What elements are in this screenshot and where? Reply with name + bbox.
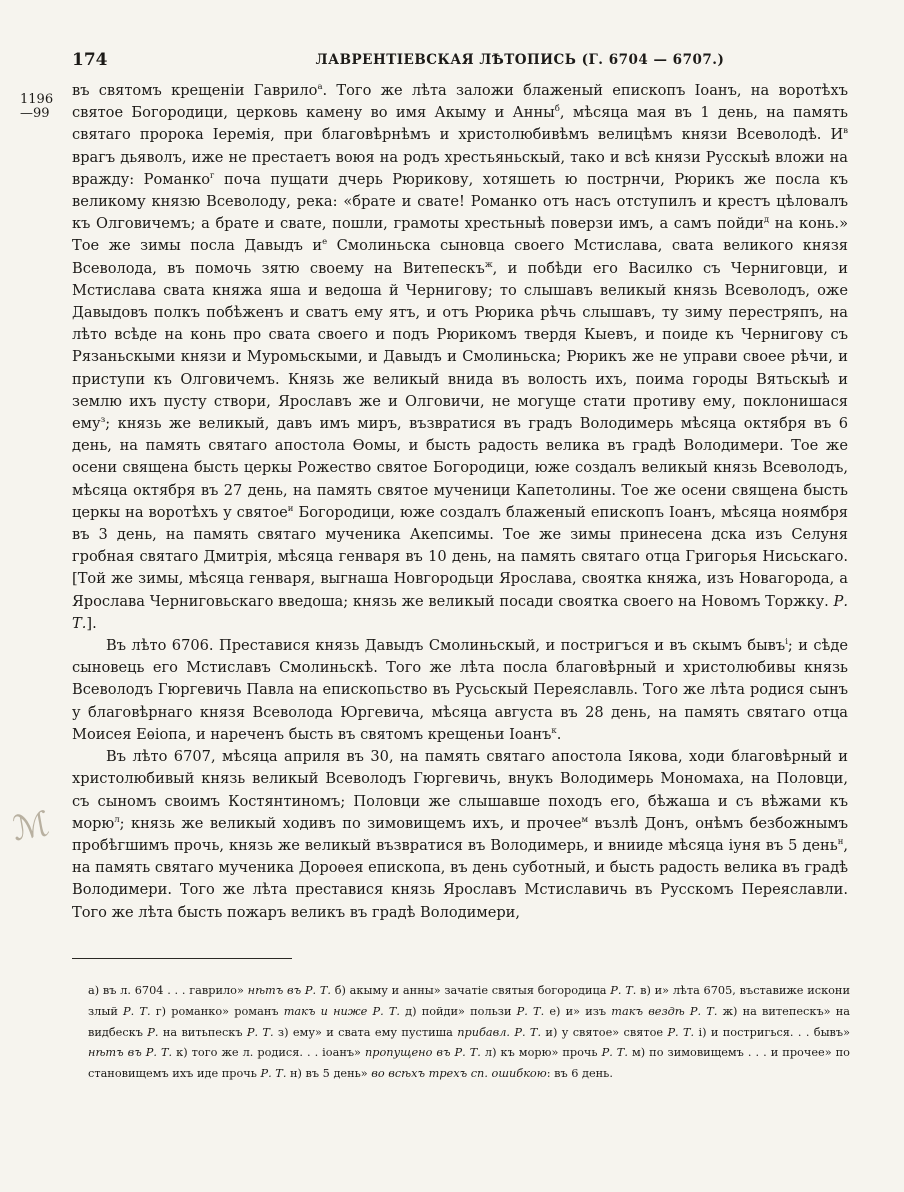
text-run: е) и» изъ	[544, 1004, 612, 1018]
editorial-note: Р. Т.	[72, 592, 848, 632]
footnote-marker: б	[554, 104, 560, 115]
editorial-note: нѣтъ въ Р. Т.	[247, 984, 331, 997]
editorial-note: такъ вездѣ Р. Т.	[611, 1004, 718, 1018]
footnote-marker: е	[322, 237, 328, 248]
text-run: и) у святое» святое	[541, 1025, 668, 1039]
footnote-marker: а	[317, 82, 323, 93]
margin-year-marker-end: —99	[20, 106, 50, 121]
editorial-note: Р. Т.	[246, 1025, 274, 1039]
chronicle-paragraph	[72, 635, 848, 746]
text-run: .	[556, 725, 562, 743]
editorial-note: Р. Т.	[123, 1004, 151, 1018]
text-run: поча пущати дчерь Рюрикову, хотяшеть ю пострнчи, Рюрикъ же посла къ великому князю Всеволоду, река: «брате и свате! Романко отъ насъ отступилъ и крестъ цѣловалъ къ Олговичемъ; а брате и свате, пошли, грамоты хрестьныѣ поверзи имъ, а самъ пойди	[72, 170, 849, 233]
text-run: въ святомъ крещеніи Гаврило	[72, 82, 318, 99]
editorial-note: Р. Т.	[667, 1025, 695, 1039]
editorial-note: Р. Т.	[516, 1004, 545, 1018]
page-number: 174	[72, 50, 108, 70]
footnote-marker: л	[114, 814, 120, 825]
chronicle-text	[72, 80, 848, 924]
text-run: ; князь же великый ходивъ по зимовищемъ ихъ, и прочее	[119, 814, 582, 832]
text-run: н) въ 5 день»	[286, 1067, 372, 1081]
footnote-marker: д	[763, 215, 770, 226]
text-run: , и побѣди его Василко съ Черниговци, и Мстислава свата княжа яша и ведоша й Чернигову; то слышавъ великый князь Всеволодъ, оже Давыдовъ полкъ побѣженъ и сватъ ему ятъ, и отъ Рюрика рѣчь слышавъ, ту зиму перестряпъ, на лѣто всѣде на конь про свата своего и подъ Рюрикомъ твердя Кыевъ, и поиде къ Чернигову съ Рязаньскыми князи и Муромьскыми, и Давыдъ и Смолиньска; Рюрикъ же не управи своее рѣчи, и приступи къ Олговичемъ. Князь же великый внида въ волость ихъ, поима городы Вятьскыѣ и землю ихъ пусту створи, Ярославъ же и Олговичи, не могуще стати противу ему, поклонишася ему	[72, 259, 848, 433]
running-title: ЛАВРЕНТІЕВСКАЯ ЛѢТОПИСЬ (Г. 6704 — 6707.)	[315, 52, 725, 68]
text-run: Смолиньска сыновца своего Мстислава, свата великого князя Всеволода, въ помочь зятю своему на Витепескъ	[72, 237, 849, 277]
text-run: г) романко» романъ	[150, 1004, 284, 1018]
text-run: л) къ морю» прочь	[480, 1046, 602, 1060]
text-run: на конь.» Тое же зимы посла Давыдъ и	[72, 215, 848, 255]
chronicle-paragraph	[72, 80, 848, 635]
footnote-marker: г	[209, 170, 215, 181]
text-run: в) и» лѣта 6705, въставиже искони злый	[88, 984, 850, 1018]
margin-year-marker: 1196	[20, 92, 54, 107]
text-run: к) того же л. родися. . . іоанъ»	[172, 1046, 365, 1060]
text-run: ].	[86, 614, 97, 632]
text-run: д) пойди» пользи	[399, 1004, 517, 1018]
editorial-note: нѣтъ въ Р. Т.	[88, 1046, 173, 1060]
editorial-note: Р. Т.	[610, 984, 637, 997]
text-run: на витьпескъ	[158, 1025, 247, 1039]
text-run: ; князь же великый, давъ имъ миръ, възвратися въ градъ Володимерь мѣсяца октября въ 6 день, на память святаго апостола Ѳомы, и бысть радость велика въ градѣ Володимери. Тое же осени священа бысть церкы Рожество святое Богородици, юже создалъ великый князь Всеволодъ, мѣсяца октября въ 27 день, на память святое мученици Капетолины. Тое же осени священа бысть церкы на воротѣхъ у святое	[72, 415, 848, 521]
text-run: , на память святаго мученика Дороѳея епископа, въ день суботный, и бысть радость велика въ градѣ Володимери. Того же лѣта преставися князь Ярославъ Мстиславичь въ Русскомъ Переяславли. Того же лѣта бысть пожаръ великъ въ градѣ Володимери,	[72, 836, 848, 921]
library-stamp-mark: ℳ	[9, 803, 53, 850]
footnote-marker: к	[551, 726, 557, 737]
editorial-note: Р. Т.	[260, 1067, 287, 1081]
footnote-marker: ж	[484, 259, 493, 270]
text-run: възлѣ Донъ, онѣмъ безбожнымъ пробѣгшимъ прочь, князь же великый възвратися въ Володимерь, и внииде мѣсяца іуня въ 5 день	[72, 814, 848, 854]
text-run: м) по зимовищемъ . . . и прочее» по становищемъ ихъ иде прочь	[88, 1046, 850, 1081]
text-run: Богородици, юже создалъ блаженый епископъ Іоанъ, мѣсяца ноямбря въ 3 день, на память святаго мученика Акепсимы. Тое же зимы принесена дска изъ Селуня гробная святаго Дмитрія, мѣсяца генваря въ 10 день, на память святаго отца Григорья Нисьскаго. [Той же зимы, мѣсяца генваря, выгнаша Новгородьци Ярослава, своятка княжа, изъ Новагорода, а Ярослава Черниговьскаго введоша; князь же великый посади своятка своего на Новомъ Торжку.	[72, 503, 848, 610]
editorial-note: пропущено въ Р. Т.	[365, 1046, 481, 1060]
footnote-marker: м	[581, 814, 589, 825]
footnote-divider	[72, 958, 292, 959]
text-run: : въ 6 день.	[546, 1067, 613, 1081]
footnote-marker: н	[837, 837, 844, 848]
footnote-marker: з	[100, 415, 106, 426]
text-run: ; и сѣде сыновець его Мстиславъ Смолиньскѣ. Того же лѣта посла благовѣрный и христолюбивы князь Всеволодъ Гюргевичь Павла на епископьство въ Русьскый Переяславль. Того же лѣта родися сынъ у благовѣрнаго князя Всеволода Юргевича, мѣсяца августа въ 28 день, на память святаго отца Моисея Еѳіопа, и нареченъ бысть въ святомъ крещеньи Іоанъ	[72, 637, 848, 743]
text-run: б) акыму и анны» зачатіе святыя богородица	[330, 984, 611, 997]
editorial-note: Р.	[147, 1025, 159, 1039]
editorial-note: во всѣхъ трехъ сп. ошибкою	[371, 1067, 547, 1081]
text-run: , мѣсяца мая въ 1 день, на память святаго пророка Іеремія, при благовѣрнѣмъ и христолюбивѣмъ велицѣмъ князи Всеволодѣ. И	[72, 104, 848, 144]
text-run: . Того же лѣта заложи блаженый епископъ Іоанъ, на воротѣхъ святое Богородици, церковь камену во имя Акыму и Анны	[72, 82, 848, 122]
footnote-marker: і	[785, 637, 788, 648]
footnote-marker: и	[287, 504, 294, 514]
footnote-marker: в	[843, 126, 848, 137]
text-run: врагъ дьяволъ, иже не престаетъ воюя на родъ хрестьяньскый, тако и всѣ князи Русскыѣ вложи на вражду: Романко	[72, 148, 848, 188]
editorial-note: Р. Т.	[601, 1046, 628, 1060]
text-run: Въ лѣто 6707, мѣсяца априля въ 30, на память святаго апостола Іякова, ходи благовѣрный и христолюбивый князь великый Всеволодъ Гюргевичь, внукъ Володимерь Мономаха, на Половци, съ сыномъ своимъ Костянтиномъ; Половци же слышавше походъ его, бѣжаша и съ вѣжами къ морю	[72, 748, 848, 832]
text-run: а) въ л. 6704 . . . гаврило»	[88, 984, 248, 997]
editorial-note: такъ и ниже Р. Т.	[283, 1004, 400, 1018]
page-header	[60, 50, 860, 76]
footnotes	[88, 981, 850, 1085]
editorial-note: прибавл. Р. Т.	[457, 1025, 542, 1039]
text-run: Въ лѣто 6706. Преставися князь Давыдъ Смолиньскый, и постригъся и въ скымъ бывъ	[106, 637, 786, 655]
text-run: і) и постригься. . . бывъ»	[694, 1025, 851, 1039]
chronicle-paragraph	[72, 746, 848, 924]
text-run: з) ему» и свата ему пустиша	[273, 1025, 458, 1039]
text-run: ж) на витепескъ» на видбескъ	[88, 1004, 850, 1039]
